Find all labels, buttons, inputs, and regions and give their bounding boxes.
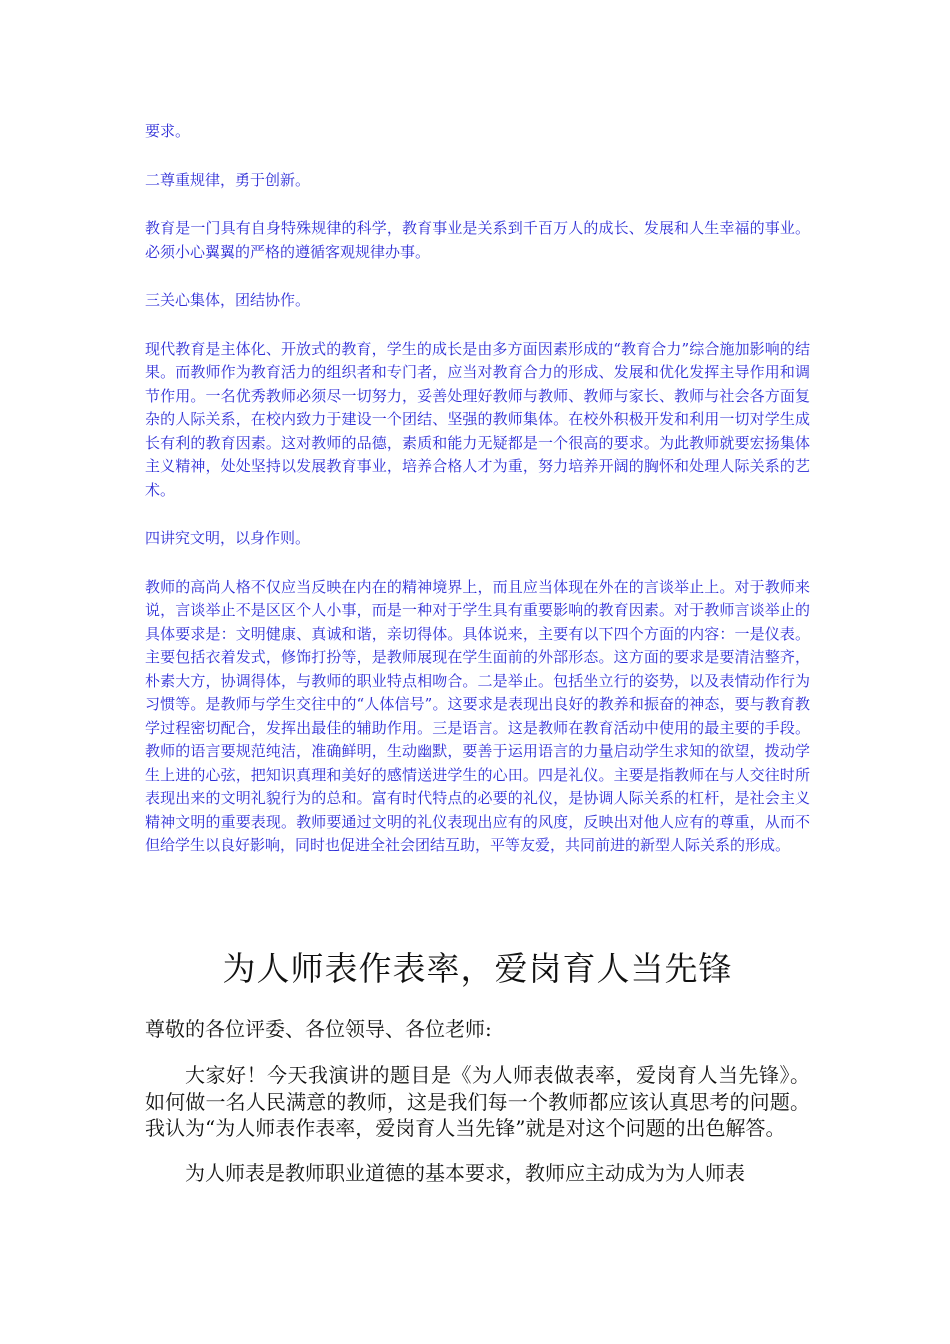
paragraph-rules: 教育是一门具有自身特殊规律的科学，教育事业是关系到千百万人的成长、发展和人生幸福的事业。必须小心翼翼的严格的遵循客观规律办事。	[145, 219, 810, 261]
speech-section	[145, 946, 810, 1204]
speech-paragraph-intro: 大家好！今天我演讲的题目是《为人师表做表率，爱岗育人当先锋》。如何做一名人民满意的教师，这是我们每一个教师都应该认真思考的问题。我认为“为人师表作表率，爱岗育人当先锋”就是对这个问题的出色解答。	[145, 1063, 810, 1140]
section-heading-collective: 三关心集体，团结协作。	[145, 291, 311, 309]
speech-paragraph-model: 为人师表是教师职业道德的基本要求，教师应主动成为为人师表	[185, 1160, 745, 1185]
speech-title: 为人师表作表率，爱岗育人当先锋	[222, 949, 733, 988]
section-heading-respect-rules: 二尊重规律，勇于创新。	[145, 170, 311, 189]
section-heading-civility: 四讲究文明，以身作则。	[145, 529, 311, 547]
continuation-line: 要求。	[145, 122, 191, 140]
speech-salutation: 尊敬的各位评委、各位领导、各位老师:	[145, 1017, 492, 1041]
blue-text-section	[145, 120, 810, 883]
paragraph-civility: 教师的高尚人格不仅应当反映在内在的精神境界上，而且应当体现在外在的言谈举止上。对于教师来说，言谈举止不是区区个人小事，而是一种对于学生具有重要影响的教育因素。对于教师言谈举止的具体要求是：文明健康、真诚和谐，亲切得体。具体说来，主要有以下四个方面的内容：一是仪表。主要包括衣着发式，修饰打扮等，是教师展现在学生面前的外部形态。这方面的要求是要清洁整齐，朴素大方，协调得体，与教师的职业特点相吻合。二是举止。包括坐立行的姿势，以及表情动作行为习惯等。是教师与学生交往中的“人体信号”。这要求是表现出良好的教养和振奋的神态，要与教育教学过程密切配合，发挥出最佳的辅助作用。三是语言。这是教师在教育活动中使用的最主要的手段。教师的语言要规范纯洁，准确鲜明，生动幽默，要善于运用语言的力量启动学生求知的欲望，拨动学生上进的心弦，把知识真理和美好的感情送进学生的心田。四是礼仪。主要是指教师在与人交往时所表现出来的文明礼貌行为的总和。富有时代特点的必要的礼仪，是协调人际关系的杠杆，是社会主义精神文明的重要表现。教师要通过文明的礼仪表现出应有的风度，反映出对他人应有的尊重，从而不但给学生以良好影响，同时也促进全社会团结互助，平等友爱，共同前进的新型人际关系的形成。	[145, 577, 810, 854]
paragraph-collective: 现代教育是主体化、开放式的教育，学生的成长是由多方面因素形成的“教育合力”综合施加影响的结果。而教师作为教育活力的组织者和专门者，应当对教育合力的形成、发展和优化发挥主导作用和调节作用。一名优秀教师必须尽一切努力，妥善处理好教师与教师、教师与家长、教师与社会各方面复杂的人际关系，在校内致力于建设一个团结、坚强的教师集体。在校外积极开发和利用一切对学生成长有利的教育因素。这对教师的品德，素质和能力无疑都是一个很高的要求。为此教师就要宏扬集体主义精神，处处坚持以发展教育事业，培养合格人才为重，努力培养开阔的胸怀和处理人际关系的艺术。	[145, 339, 810, 499]
